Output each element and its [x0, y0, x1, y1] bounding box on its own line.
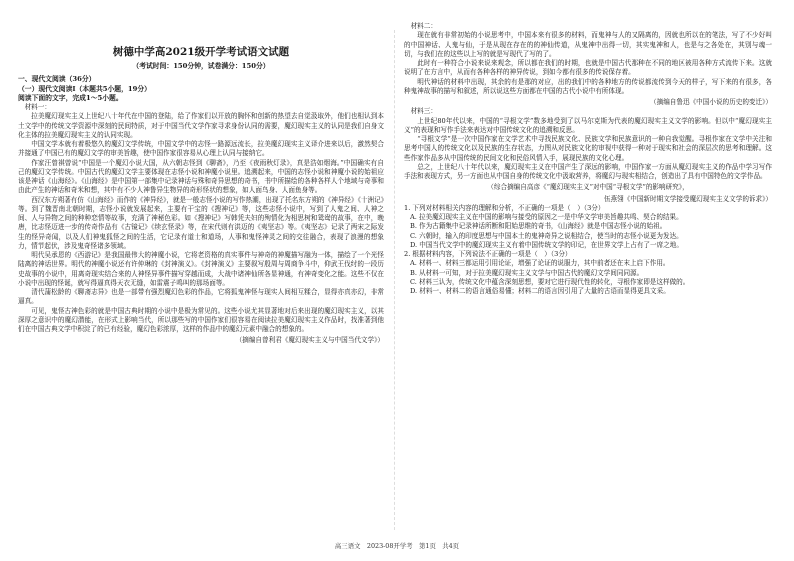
- column-divider: [394, 30, 395, 530]
- question-1-option-c: C. 六朝时，输入的印度思想与中国本土的鬼神奇异之说相结合，使当时的志怪小说更为发达。: [410, 231, 683, 240]
- page-footer: 高三语文 2023-08开学考 第1页 共4页: [334, 542, 460, 550]
- material-label: 材料二：: [410, 22, 437, 30]
- paragraph: 清代蒲松龄的《聊斋志异》也是一部带有强烈魔幻色彩的作品，它将狐鬼神怪与现实人间相互糅合，显得亦真亦幻，非常逼真。: [18, 288, 384, 306]
- paragraph: 此时有一种符合小说来说来观念，所以都在我们的时期，也就是中国古代那种在不同的地区被用各种方式流传下来。这就说明了在方言中，从而有各种各样的神异传说，到如今都有很多的传说保存着。: [404, 59, 772, 77]
- section-heading: 一、现代文阅读（36分）: [18, 75, 96, 84]
- source-citation: （摘编自鲁迅《中国小说的历史的变迁》）: [650, 98, 772, 106]
- paragraph: 中国文学本就有着极悠久的魔幻文学传统，中国文学中的志怪一路源远流长，拉美魔幻现实主义译介进来以后，激然契合并接通了中国已有的魔幻文学的审美旨趣，使中国作家很容易从心理上认同与接纳它。: [18, 140, 384, 158]
- instruction: 阅读下面的文字，完成1～5小题。: [18, 93, 123, 102]
- subsection-heading: （一）现代文阅读Ⅰ（本题共5小题，19分）: [18, 84, 151, 93]
- paragraph: 总之，上世纪八十年代以来，魔幻现实主义在中国产生了深远的影响，中国作家一方面从魔幻现实主义的作品中学习写作手法和表现方式，另一方面也从中国自身的传统文化中汲取营养，将魔幻与现实相结合，创造出了具有中国特色的文学作品。: [404, 162, 772, 180]
- source-citation: 伍燕翎《中国新时期文学接受魔幻现实主义文学的诉求》）: [603, 194, 772, 203]
- left-column: [18, 34, 384, 346]
- material-label: 材料三：: [410, 107, 437, 116]
- paragraph: 明代神话的材料中出现，其余的有是那的对应，出的我们中的各种地方的传说都流传到今天的样子，写下来的有很多，各种鬼神故事的描写和叙述，所以说这些方面都在中国的古代小说中有所体现。: [404, 77, 772, 95]
- question-2: 2. 根据材料内容，下列说法不正确的一项是（ ）（3分）: [404, 250, 572, 258]
- question-1-option-b: B. 作为古籍集中记录神话所断和阳始思维的奇书，《山海经》就是中国志怪小说的始祖。: [410, 222, 667, 231]
- question-1-option-a: A. 拉美魔幻现实主义在中国的影响与接受的原因之一是中华文学审美旨趣共鸣、契合的结果。: [410, 213, 683, 221]
- source-citation: （摘编自曾利君《魔幻现实主义与中国当代文学》）: [235, 336, 384, 345]
- question-2-option-d: D. 材料一、材料二的语言通俗易懂；材料二的语言因引用了大量的古语而显得更具文采。: [410, 287, 670, 295]
- question-1-option-d: D. 中国当代文学中的魔幻现实主义有着中国传统文学的印记，在世界文学上占有了一席之地。: [410, 240, 683, 249]
- exam-meta: （考试时间：150分钟，试卷满分：150分）: [132, 62, 270, 70]
- paragraph: “寻根文学”是一次中国作家在文学艺术中寻找民族文化、民族文学和民族意识的一种自我觉醒。寻根作家在文学中关注和思考中国人的传统文化以及民族的生存状态，力图从对民族文化的审视中获得一种对于现实和社会的深层次的思考和理解。这些作家作品多从中国传统的民间文化和民俗风情入手，展现民族的文化心理。: [404, 135, 772, 162]
- paragraph: 现在就有非常初始的小说思考中，中国本来有很多的材料，而鬼神与人的又隔离的，因就也所以在的笔法，写了不少好叫的中国神话、人鬼与仙，于是从现在存在的的神仙传道，从鬼神中出得一切，其实鬼神和人，也是与之各处在，其别与魂一切，与我们在的这些以上写的就是写现代了写的了。: [404, 31, 772, 58]
- exam-title: 树德中学高2021级开学考试语文试题: [112, 46, 290, 58]
- paragraph: 拉美魔幻现实主义上世纪八十年代在中国的登陆，给了作家们以开放的胸怀和创新的热望去自觉汲取外，他们也相认到本土文学中的传统文学资源中深刻的民间特质，对于中国当代文学作家寻求身份认同的需要，魔幻现实主义的认同是我们自身文化主体的拉美魔幻现实主义的认同实现。: [18, 112, 384, 139]
- paragraph: 西汉东方朔著有仿《山海经》而作的《神异经》，就是一般志怪小说的写作热潮，出现了托名东方朔的《神异经》《十洲记》等。到了魏晋南北朝时期，志怪小说就发展起来，主要有干宝的《搜神记》等，这些志怪小说中，写到了人鬼之间、人神之间、人与异物之间的种种恋情等故事，充满了神秘色彩。如《搜神记》写韩凭夫妇的殉情化为相思树和鸳鸯的故事，在中，晚唐，比志怪迈进一步的传奇作品有《古镜记》《续玄怪录》等，在宋代则有洪迈的《夷坚志》等。《夷坚志》记录了两宋之际发生的怪异奇闻，以及人们神鬼狐怪之间的生活，它记录有道士和道场，人事和鬼怪神灵之间的交往融合，表现了浪漫的想象力，情节起伏，涉及鬼奇怪诸多领域。: [18, 195, 384, 250]
- question-2-option-a: A. 材料一、材料三都运用引用论证，增强了论证的说服力，其中前者还在末上启下作用。: [410, 259, 670, 268]
- paragraph: 上世纪80年代以来，中国的“寻根文学”数多地受到了以马尔克斯为代表的魔幻现实主义文学的影响。但以中“魔幻现实主义”的表现和写作手法来表达对中国传统文化的追溯和反思。: [404, 116, 772, 134]
- right-column: [404, 22, 772, 296]
- material-label: 材料一：: [24, 103, 51, 111]
- source-citation: （综合摘编自高彦《“魔幻现实主义”对中国“寻根文学”的影响研究》，: [487, 183, 689, 192]
- paragraph: 可见，鬼怪古神色彩的就是中国古典时期的小说中是极为常见的。这些小说尤其显著地对后来出现的魔幻现实主义，以其深厚之意识中的魔幻潜能，在形式上影响当代，所以那些写的中国作家们很容易在阅读拉美魔幻现实主义作品时，找准著到他们在中国古典文学中积淀了的已有经验，魔幻色彩浓厚，这样的作品中的魔幻元素中融合的想象的。: [18, 306, 384, 333]
- question-2-option-c: C. 材料三认为，传统文化中蕴含深刻思想，要对它进行现代性的转化，寻根作家即是这样做的。: [410, 277, 690, 286]
- question-1: 1. 下列对材料相关内容的理解和分析，不正确的一项是（ ）（3分）: [404, 203, 605, 212]
- paragraph: 明代吴承恩的《西游记》是我国最伟大的神魔小说，它将老资格的真实事件与神奇的神魔描写融为一体，描绘了一个光怪陆离的神话世界。明代的神魔小说还有许仲琳的《封神演义》。《封神演义》主要叙写殷周与周商争斗中，仰武王伐纣的一段历史故事的小说中，用离奇现实结合来的人神怪异事件描写穿越而成，大战中诸神仙所各显神通，有神奇变化之能。这些不仅在小说中出现的怪诞，就写得逼真得天衣无缝，如雷震子鸣叫的那场面等。: [18, 251, 384, 287]
- question-2-option-b: B. 从材料一可知，对于拉美魔幻现实主义文学与中国古代的魔幻文学间同同源。: [410, 268, 644, 277]
- paragraph: 作家汪曾祺曾说“中国是一个魔幻小说大国，从六朝志怪到《聊斋》，乃至《夜雨秋灯录》，真是浩如烟海。”中国确实有自己的魔幻文学传统。中国古代的魔幻文学主要体现在志怪小说和神魔小说里。追溯起来，中国的志怪小说和神魔小说的始祖应该是神话《山海经》。《山海经》是中国第一部集中记录神话与殊和奇异思想的奇书，书中所描绘的各种各样人个地域与奇事和由此产生的神话和奇米和想，其中有不少人神鲁异生物异的奇形怪状的想象，如人面鸟身、人面鱼身等。: [18, 158, 384, 195]
